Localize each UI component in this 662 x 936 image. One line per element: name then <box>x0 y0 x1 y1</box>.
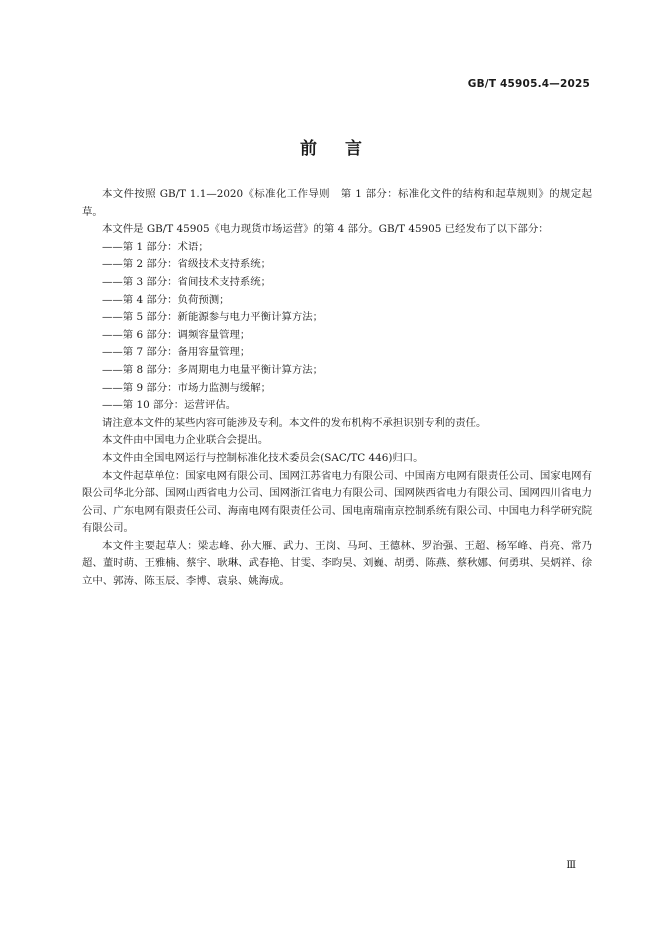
paragraph-patent-notice: 请注意本文件的某些内容可能涉及专利。本文件的发布机构不承担识别专利的责任。 <box>102 416 487 429</box>
paragraph-drafting-organizations: 本文件起草单位：国家电网有限公司、国网江苏省电力有限公司、中国南方电网有限责任公司、国家电网有限公司华北分部、国网山西省电力公司、国网浙江省电力有限公司、国网陕西省电力有限公司、国网四川省电力公司、广东电网有限责任公司、海南电网有限责任公司、国电南瑞南京控制系统有限公司、中国电力科学研究院有限公司。 <box>82 469 592 535</box>
page-title: 前言 <box>300 139 390 159</box>
document-body <box>82 186 592 591</box>
list-item: ——第 2 部分：省级技术支持系统； <box>102 258 272 271</box>
list-item: ——第 4 部分：负荷预测； <box>102 293 230 306</box>
list-item: ——第 6 部分：调频容量管理； <box>102 328 251 341</box>
paragraph-drafting-rules: 本文件按照 GB/T 1.1—2020《标准化工作导则 第 1 部分：标准化文件的结构和起草规则》的规定起草。 <box>82 188 592 218</box>
list-item: ——第 3 部分：省间技术支持系统； <box>102 275 272 288</box>
list-item: ——第 10 部分：运营评估。 <box>102 399 237 412</box>
paragraph-proposer: 本文件由中国电力企业联合会提出。 <box>102 434 269 447</box>
paragraph-series-parts: 本文件是 GB/T 45905《电力现货市场运营》的第 4 部分。GB/T 45905 已经发布了以下部分： <box>102 223 549 236</box>
list-item: ——第 7 部分：备用容量管理； <box>102 346 251 359</box>
paragraph-technical-committee: 本文件由全国电网运行与控制标准化技术委员会(SAC/TC 446)归口。 <box>102 451 424 464</box>
list-item: ——第 9 部分：市场力监测与缓解； <box>102 381 272 394</box>
list-item: ——第 5 部分：新能源参与电力平衡计算方法； <box>102 311 324 324</box>
list-item: ——第 8 部分：多周期电力电量平衡计算方法； <box>102 363 324 376</box>
parts-list <box>82 239 592 415</box>
page-number: Ⅲ <box>566 860 576 871</box>
paragraph-drafters: 本文件主要起草人：梁志峰、孙大雁、武力、王岗、马珂、王德林、罗治强、王超、杨军峰、肖亮、常乃超、董时萌、王雅楠、蔡宇、耿琳、武春艳、甘雯、李昀昊、刘巍、胡勇、陈燕、蔡秋娜、何勇琪、吴炳祥、徐立中、郭涛、陈玉辰、李博、袁泉、姚海成。 <box>82 539 592 588</box>
standard-code: GB/T 45905.4—2025 <box>467 78 590 90</box>
list-item: ——第 1 部分：术语； <box>102 240 209 253</box>
